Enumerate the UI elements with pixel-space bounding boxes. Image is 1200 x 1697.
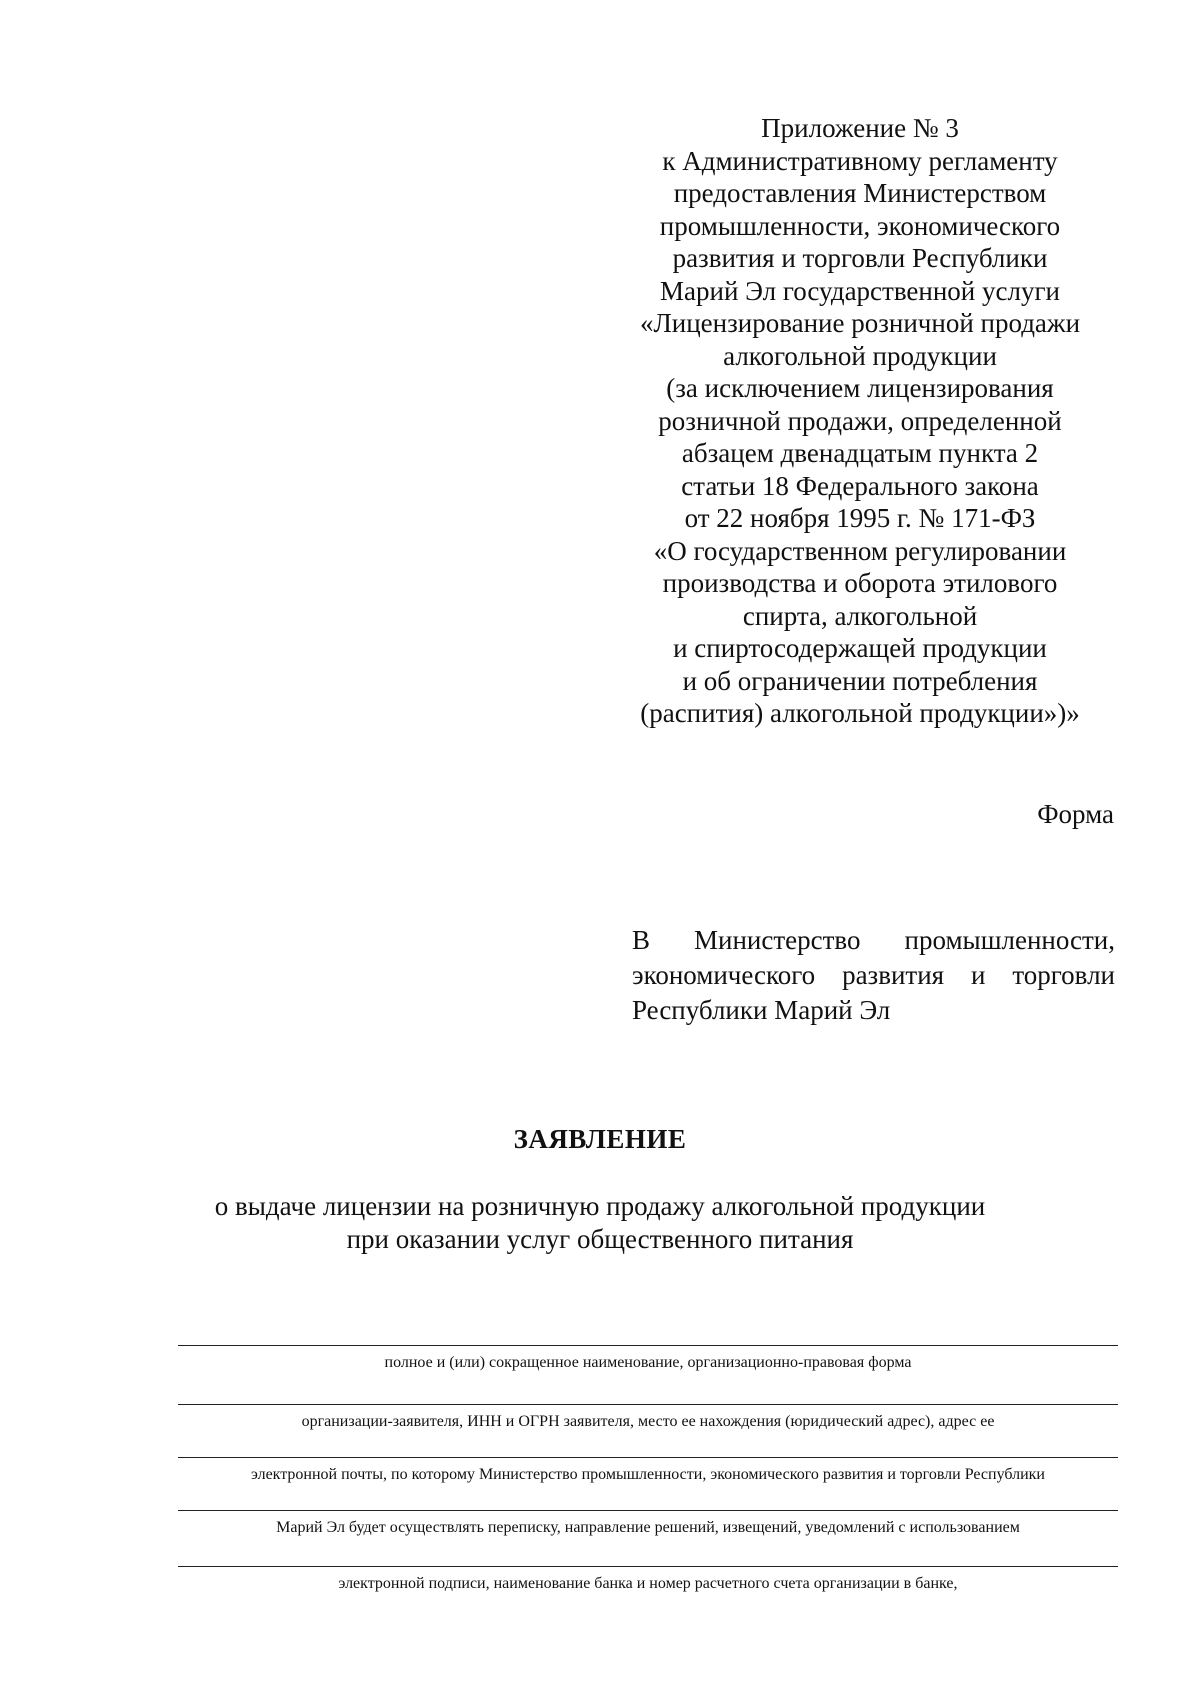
field-underline[interactable] <box>178 1566 1118 1567</box>
addressee-word: Республики Марий Эл <box>632 995 891 1025</box>
appendix-line: алкогольной продукции <box>723 340 997 371</box>
appendix-line: и об ограничении потребления <box>682 665 1038 696</box>
appendix-line: «Лицензирование розничной продажи <box>639 308 1081 338</box>
appendix-line: промышленности, экономического <box>659 210 1061 241</box>
appendix-line: «О государственном регулировании <box>653 535 1067 566</box>
addressee-word: и <box>970 960 986 990</box>
addressee-block <box>632 923 1115 1028</box>
field-underline[interactable] <box>178 1404 1118 1405</box>
addressee-word: промышленности, <box>904 925 1115 955</box>
appendix-line: производства и оборота этилового <box>662 568 1058 598</box>
addressee-line <box>632 958 1115 993</box>
applicant-bank-field[interactable] <box>178 1566 1118 1594</box>
appendix-line: и спиртосодержащей продукции <box>673 633 1047 663</box>
appendix-line: спирта, алкогольной <box>742 600 978 631</box>
subtitle-line: при оказании услуг общественного питания <box>346 1224 854 1254</box>
applicant-email-field[interactable] <box>178 1457 1118 1485</box>
appendix-line: статьи 18 Федерального закона <box>681 470 1039 501</box>
subtitle-line: о выдаче лицензии на розничную продажу алкогольной продукции <box>214 1191 986 1221</box>
field-underline[interactable] <box>178 1457 1118 1458</box>
appendix-line: (распития) алкогольной продукции»)» <box>640 698 1080 728</box>
addressee-word: экономического <box>632 960 816 990</box>
document-subtitle <box>0 1190 1200 1256</box>
addressee-word: торговли <box>1012 960 1115 990</box>
field-underline[interactable] <box>178 1345 1118 1346</box>
addressee-word: В <box>632 925 651 955</box>
field-caption: электронной почты, по которому Министерство промышленности, экономического развития и торговли Республики <box>251 1466 1045 1483</box>
appendix-line: Приложение № 3 <box>761 113 959 143</box>
appendix-line: абзацем двенадцатым пункта 2 <box>681 438 1039 468</box>
applicant-name-field[interactable] <box>178 1345 1118 1373</box>
appendix-line: от 22 ноября 1995 г. № 171-ФЗ <box>684 503 1036 533</box>
form-label: Форма <box>1037 799 1114 829</box>
appendix-line: (за исключением лицензирования <box>666 373 1054 403</box>
addressee-word: Министерство <box>694 925 861 955</box>
applicant-details-field[interactable] <box>178 1404 1118 1432</box>
field-caption: Марий Эл будет осуществлять переписку, направление решений, извещений, уведомлений с использованием <box>276 1519 1020 1536</box>
addressee-line <box>632 993 1115 1028</box>
field-caption: полное и (или) сокращенное наименование, организационно-правовая форма <box>384 1354 912 1371</box>
appendix-line: к Административному регламенту <box>662 145 1058 176</box>
field-caption: организации-заявителя, ИНН и ОГРН заявителя, место ее нахождения (юридический адрес), адрес ее <box>301 1413 995 1430</box>
addressee-line <box>632 923 1115 958</box>
appendix-line: Марий Эл государственной услуги <box>660 275 1060 306</box>
addressee-word: развития <box>842 960 945 990</box>
document-title: ЗАЯВЛЕНИЕ <box>513 1124 687 1154</box>
appendix-header <box>620 112 1100 730</box>
field-caption: электронной подписи, наименование банка и номер расчетного счета организации в банке, <box>338 1575 958 1592</box>
field-underline[interactable] <box>178 1510 1118 1511</box>
appendix-line: розничной продажи, определенной <box>658 405 1062 436</box>
appendix-line: предоставления Министерством <box>673 178 1047 208</box>
applicant-correspondence-field[interactable] <box>178 1510 1118 1538</box>
appendix-line: развития и торговли Республики <box>672 243 1048 273</box>
